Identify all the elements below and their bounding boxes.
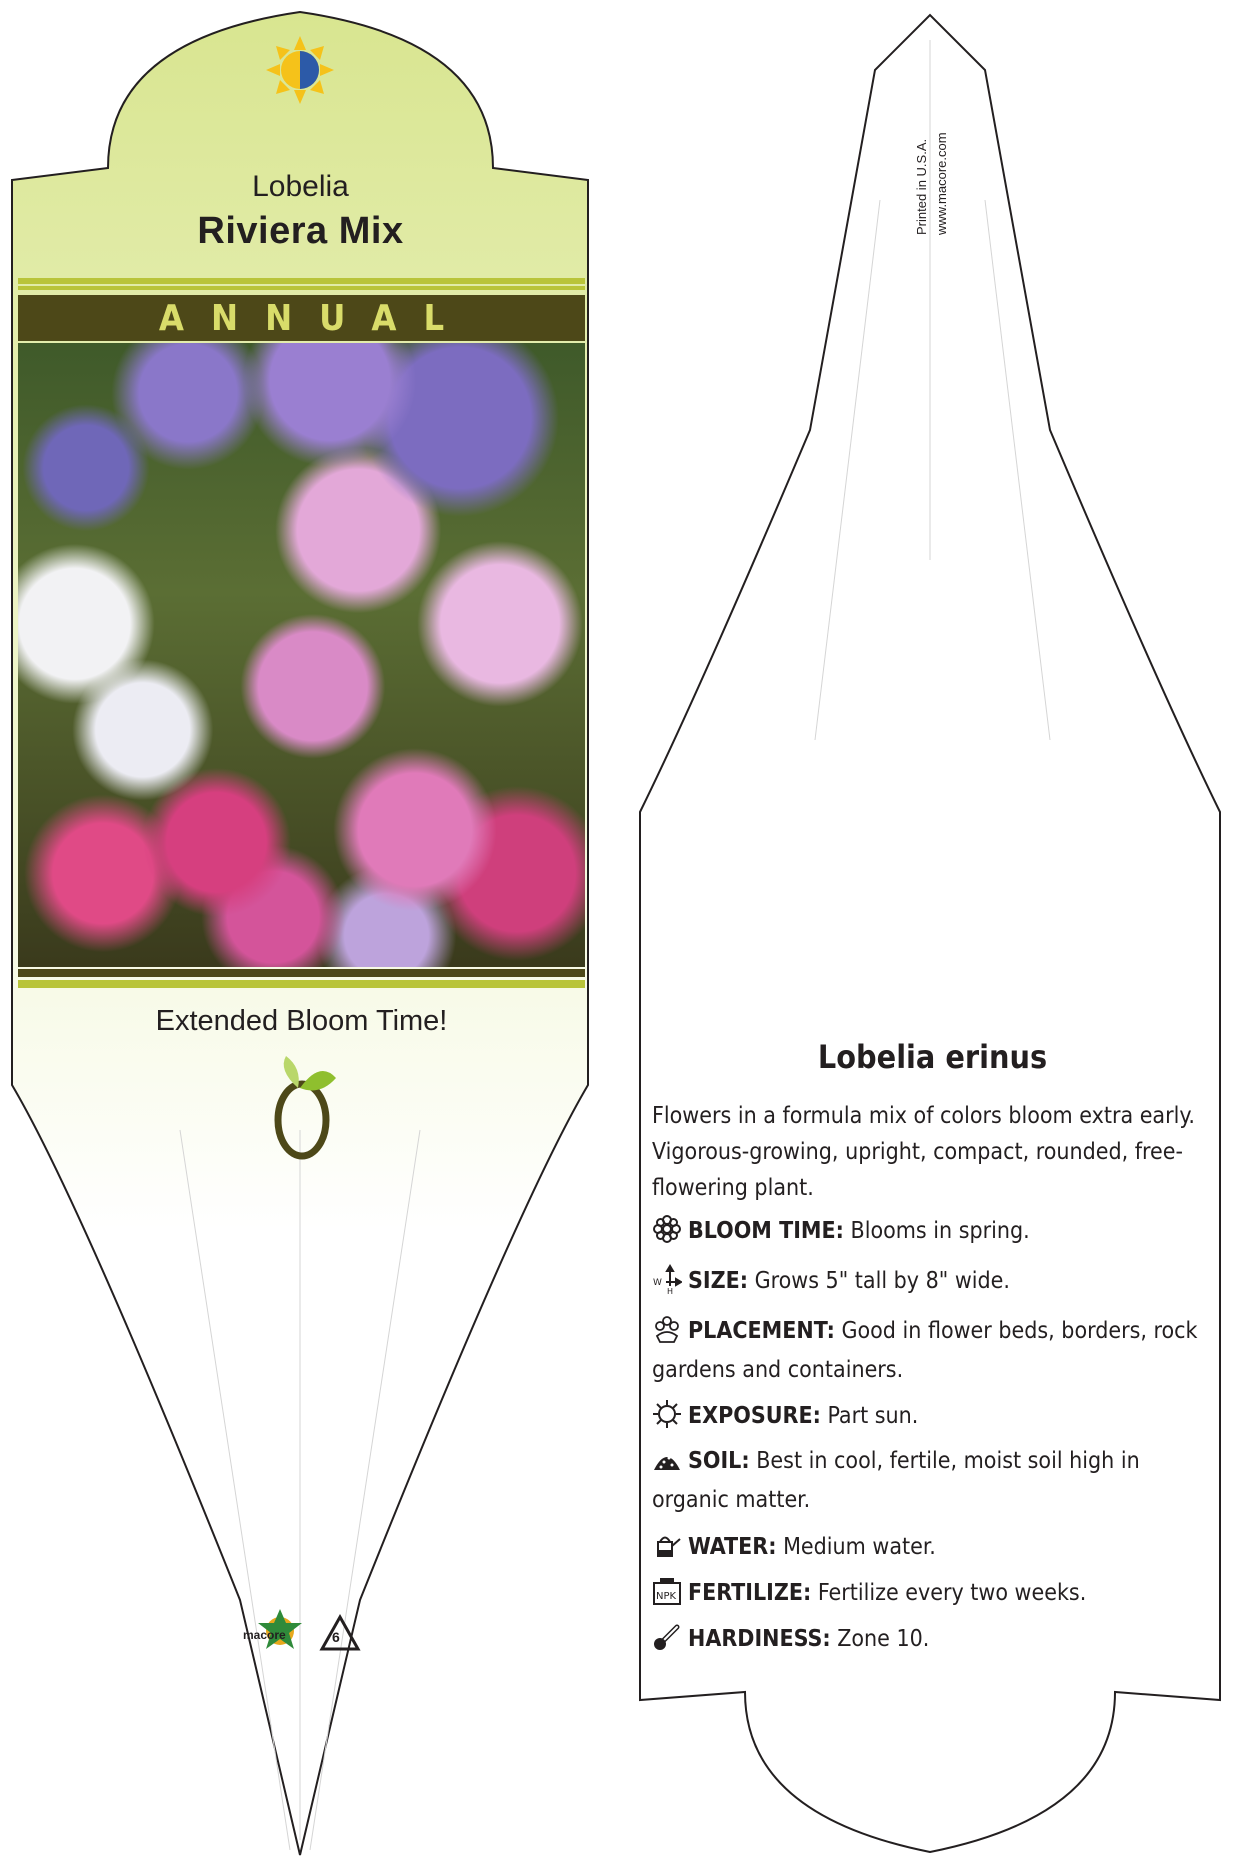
info-size xyxy=(652,1262,1217,1301)
info-text: Grows 5" tall by 8" wide. xyxy=(748,1268,1010,1294)
info-label: BLOOM TIME: xyxy=(688,1218,844,1244)
npk-fertilizer-icon xyxy=(652,1576,682,1606)
website-url: www.macore.com xyxy=(934,132,949,235)
info-label: SIZE: xyxy=(688,1268,749,1294)
botanical-name: Lobelia erinus xyxy=(817,1038,1048,1076)
info-label: FERTILIZE: xyxy=(688,1580,812,1606)
flower-icon xyxy=(652,1214,682,1244)
annual-banner xyxy=(18,295,585,341)
macore-brand-label: macore xyxy=(243,1628,286,1642)
info-text: Medium water. xyxy=(776,1534,936,1560)
info-label: HARDINESS: xyxy=(688,1626,831,1652)
sun-exposure-icon xyxy=(652,1399,682,1429)
info-text: Part sun. xyxy=(820,1403,919,1429)
info-text: Zone 10. xyxy=(830,1626,930,1652)
plant-description: Flowers in a formula mix of colors bloom extra early. Vigorous-growing, upright, compact, rounded, free-flowering plant. xyxy=(652,1103,1195,1201)
info-text: Blooms in spring. xyxy=(843,1218,1030,1244)
printed-in-usa: Printed in U.S.A. xyxy=(914,138,929,235)
info-placement xyxy=(652,1312,1217,1390)
thermometer-icon xyxy=(652,1622,682,1652)
front-genus-name: Lobelia xyxy=(252,170,349,203)
svg-text:NPK: NPK xyxy=(656,1591,677,1602)
info-text: Fertilize every two weeks. xyxy=(811,1580,1087,1606)
printed-note-block xyxy=(905,95,975,255)
svg-text:H: H xyxy=(667,1287,674,1294)
info-label: EXPOSURE: xyxy=(688,1403,821,1429)
info-text: Best in cool, fertile, moist soil high in organic matter. xyxy=(652,1448,1140,1513)
watering-can-icon xyxy=(652,1530,682,1560)
annual-label: ANNUAL xyxy=(158,297,472,339)
front-variety-name: Riviera Mix xyxy=(197,210,404,252)
info-label: SOIL: xyxy=(688,1448,750,1474)
info-bloom-time xyxy=(652,1212,1217,1251)
info-soil xyxy=(652,1442,1217,1520)
info-fertilize xyxy=(652,1574,1217,1613)
info-label: WATER: xyxy=(688,1534,777,1560)
info-text: Good in flower beds, borders, rock gardens and containers. xyxy=(652,1318,1198,1383)
plant-placement-icon xyxy=(652,1314,682,1344)
info-label: PLACEMENT: xyxy=(688,1318,835,1344)
info-exposure xyxy=(652,1397,1217,1436)
info-water xyxy=(652,1528,1217,1567)
size-dimensions-icon xyxy=(652,1264,682,1294)
info-hardiness xyxy=(652,1620,1217,1659)
recycle-code: 6 xyxy=(332,1629,340,1645)
svg-text:W: W xyxy=(653,1278,662,1288)
bloom-tagline: Extended Bloom Time! xyxy=(155,1005,448,1037)
plant-photo xyxy=(18,343,585,967)
soil-icon xyxy=(652,1444,682,1474)
sun-exposure-logo-icon xyxy=(266,36,334,104)
